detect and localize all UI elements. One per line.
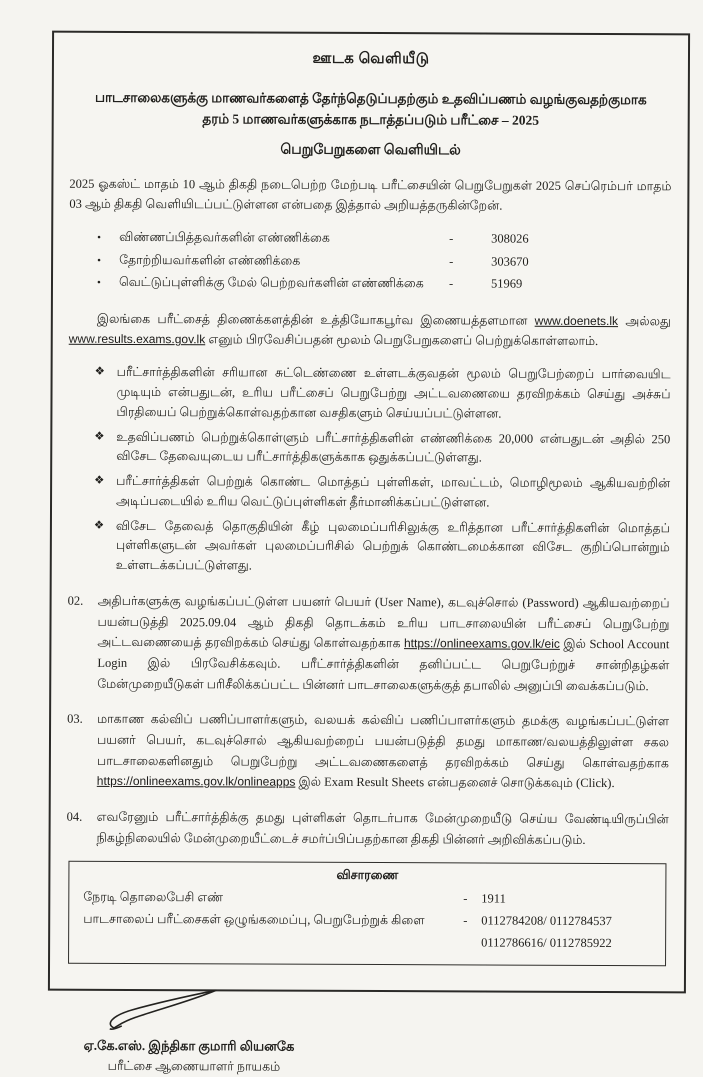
intro-paragraph: 2025 ஓகஸ்ட் மாதம் 10 ஆம் திகதி நடைபெற்ற மேற்படி பரீட்சையின் பெறுபேறுகள் 2025 செப்ரெம்பர் மாதம் 03 ஆம் திகதி வெளியிடப்பட்டுள்ளன என்பதை இத்தால் அறியத்தருகின்றேன். [69, 174, 671, 217]
note-text: உதவிப்பணம் பெற்றுக்கொள்ளும் பரீட்சார்த்திகளின் எண்ணிக்கை 20,000 என்பதுடன் அதில் 250 விசேட தேவையுடைய பரீட்சார்த்திகளுக்காக ஒதுக்கப்பட்டுள்ளது. [116, 428, 670, 470]
section-04 [67, 807, 669, 851]
stat-dash: - [449, 250, 491, 273]
inquiry-title: விசாரணை [83, 867, 651, 885]
stat-label: விண்ணப்பித்தவர்களின் எண்ணிக்கை [119, 226, 449, 250]
list-item [97, 226, 671, 251]
list-item [94, 472, 670, 514]
stat-value: 51969 [491, 273, 671, 297]
section-text [97, 709, 669, 794]
statistics-list [97, 226, 671, 297]
section-number: 02. [67, 591, 97, 694]
section-number: 03. [67, 709, 97, 792]
list-item [94, 428, 670, 470]
note-text: பரீட்சார்த்திகள் பெற்றுக் கொண்ட மொத்தப் புள்ளிகள், மாவட்டம், மொழிமூலம் ஆகியவற்றின் அடிப்படையில் உரிய வெட்டுப்புள்ளிகள் தீர்மானிக்கப்பட்டுள்ளன. [116, 472, 670, 514]
inquiry-label [83, 945, 463, 947]
doenets-link: www.doenets.lk [535, 314, 618, 328]
table-row [83, 887, 651, 911]
stat-value: 308026 [491, 227, 671, 251]
paragraph-text: அல்லது [618, 314, 671, 328]
bullet-icon: • [97, 273, 119, 293]
inquiry-label: பாடசாலைப் பரீட்சைகள் ஒழுங்கமைப்பு, பெறுபேற்றுக் கிளை [83, 909, 463, 933]
section-text [97, 591, 669, 697]
section-number: 04. [67, 807, 97, 848]
table-row [83, 931, 651, 955]
paragraph-text: எனும் பிரவேசிப்பதன் மூலம் பெறுபேறுகளைப் பெற்றுக்கொள்ளலாம். [205, 333, 598, 349]
signatory-title: பரீட்சை ஆணையாளர் நாயகம் [108, 1059, 668, 1077]
list-item [97, 271, 671, 296]
document-border-frame [48, 31, 690, 994]
diamond-bullet-icon: ❖ [94, 428, 116, 468]
document-title [70, 88, 672, 132]
paragraph-text: இலங்கை பரீட்சைத் திணைக்களத்தின் உத்தியோகபூர்வ இணையத்தளமான [97, 312, 535, 328]
inquiry-dash: - [463, 889, 481, 911]
list-item [97, 248, 671, 273]
stat-dash: - [449, 227, 491, 250]
signatory-name: ஏ.கே.எஸ். இந்திகா குமாரி லியனகே [84, 1038, 668, 1058]
inquiry-dash: - [463, 910, 481, 932]
section-text: எவரேனும் பரீட்சார்த்திக்கு தமது புள்ளிகள் தொடர்பாக மேன்முறையீடு செய்ய வேண்டியிருப்பின் நிகழ்நிலையில் மேன்முறையீட்டைச் சமர்ப்பிப்பதற்கான திகதி பின்னர் அறிவிக்கப்படும். [97, 807, 669, 851]
stat-dash: - [449, 273, 491, 296]
bullet-icon: • [97, 250, 119, 270]
table-row [83, 909, 651, 933]
title-line-1: பாடசாலைகளுக்கு மாணவர்களைத் தேர்ந்தெடுப்பதற்கும் உதவிப்பணம் வழங்குவதற்குமாக [70, 88, 672, 112]
diamond-bullet-icon: ❖ [94, 472, 116, 512]
paragraph-text: அதிபர்களுக்கு வழங்கப்பட்டுள்ள பயனர் பெயர் (User Name), கடவுச்சொல் (Password) ஆகியவற்றைப் பயன்படுத்தி 2025.09.04 ஆம் திகதி தொடக்கம் உரிய பாடசாலையின் பரீட்சைப் பெறுபேற்று அட்டவணையைத் தரவிறக்கம் செய்து கொள்வதற்காக [97, 594, 669, 651]
inquiry-label: நேரடி தொலைபேசி எண் [83, 887, 463, 911]
stat-label: தோற்றியவர்களின் எண்ணிக்கை [119, 249, 449, 273]
section-02 [67, 591, 669, 697]
inquiry-value: 0112786616/ 0112785922 [481, 932, 651, 955]
results-exams-link: www.results.exams.gov.lk [69, 332, 206, 347]
signature-scribble-icon [104, 988, 224, 1035]
notes-list [68, 363, 671, 578]
stat-value: 303670 [491, 250, 671, 274]
note-text: பரீட்சார்த்திகளின் சரியான சுட்டெண்ணை உள்ளடக்குவதன் மூலம் பெறுபேற்றைப் பார்வையிட முடியும் என்பதுடன், உரிய பரீட்சைப் பெறுபேற்று அட்டவணையை தரவிறக்கம் செய்து அச்சுப் பிரதியைப் பெற்றுக்கொள்வதற்கான வசதிகளும் செய்யப்பட்டுள்ளன. [116, 363, 670, 425]
inquiry-value: 0112784208/ 0112784537 [481, 911, 651, 934]
paragraph-text: இல் School Account Login இல் பிரவேசிக்கவும். பரீட்சார்த்திகளின் தனிப்பட்ட பெறுபேற்றுச் சான்றிதழ்கள் மேன்முறையீடுகள் பரிசீலிக்கப்பட்ட பின்னர் பாடசாலைகளுக்குத் தபாலில் அனுப்பி வைக்கப்படும். [97, 637, 669, 693]
section-03 [67, 709, 669, 794]
signature-block [84, 988, 668, 1077]
inquiry-box [68, 861, 666, 966]
results-website-paragraph [69, 309, 671, 352]
onlineexams-eic-link: https://onlineexams.gov.lk/eic [404, 636, 560, 651]
document-subtitle: பெறுபேறுகளை வெளியிடல் [70, 142, 672, 162]
note-text: விசேட தேவைத் தொகுதியின் கீழ் புலமைப்பரிசிலுக்கு உரித்தான பரீட்சார்த்திகளின் மொத்தப் புள்ளிகளுடன் அவர்கள் புலமைப்பரிசில் பெற்றுக் கொண்டமைக்கான விசேட குறிப்பொன்றும் உள்ளடக்கப்பட்டுள்ளது. [116, 517, 670, 579]
bullet-icon: • [97, 228, 119, 248]
diamond-bullet-icon: ❖ [94, 363, 116, 422]
doc-type-heading: ஊடக வெளியீடு [70, 49, 672, 71]
list-item [94, 363, 670, 425]
paragraph-text: இல் Exam Result Sheets என்பதனைச் சொடுக்கவும் (Click). [295, 775, 614, 790]
inquiry-value: 1911 [481, 889, 651, 912]
onlineexams-onlineapps-link: https://onlineexams.gov.lk/onlineapps [97, 774, 296, 789]
stat-label: வெட்டுப்புள்ளிக்கு மேல் பெற்றவர்களின் எண்ணிக்கை [119, 271, 449, 295]
title-line-2: தரம் 5 மாணவர்களுக்காக நடாத்தப்படும் பரீட்சை – 2025 [70, 109, 672, 133]
paragraph-text: மாகாண கல்விப் பணிப்பாளர்களும், வலயக் கல்விப் பணிப்பாளர்களும் தமக்கு வழங்கப்பட்டுள்ள பயனர் பெயர், கடவுச்சொல் ஆகியவற்றைப் பயன்படுத்தி தமது மாகாண/வலயத்திலுள்ள சகல பாடசாலைகளினதும் பெறுபேற்று அட்டவணைகளைத் தரவிறக்கம் செய்து கொள்வதற்காக [97, 712, 669, 770]
list-item [94, 517, 670, 579]
diamond-bullet-icon: ❖ [94, 517, 116, 576]
